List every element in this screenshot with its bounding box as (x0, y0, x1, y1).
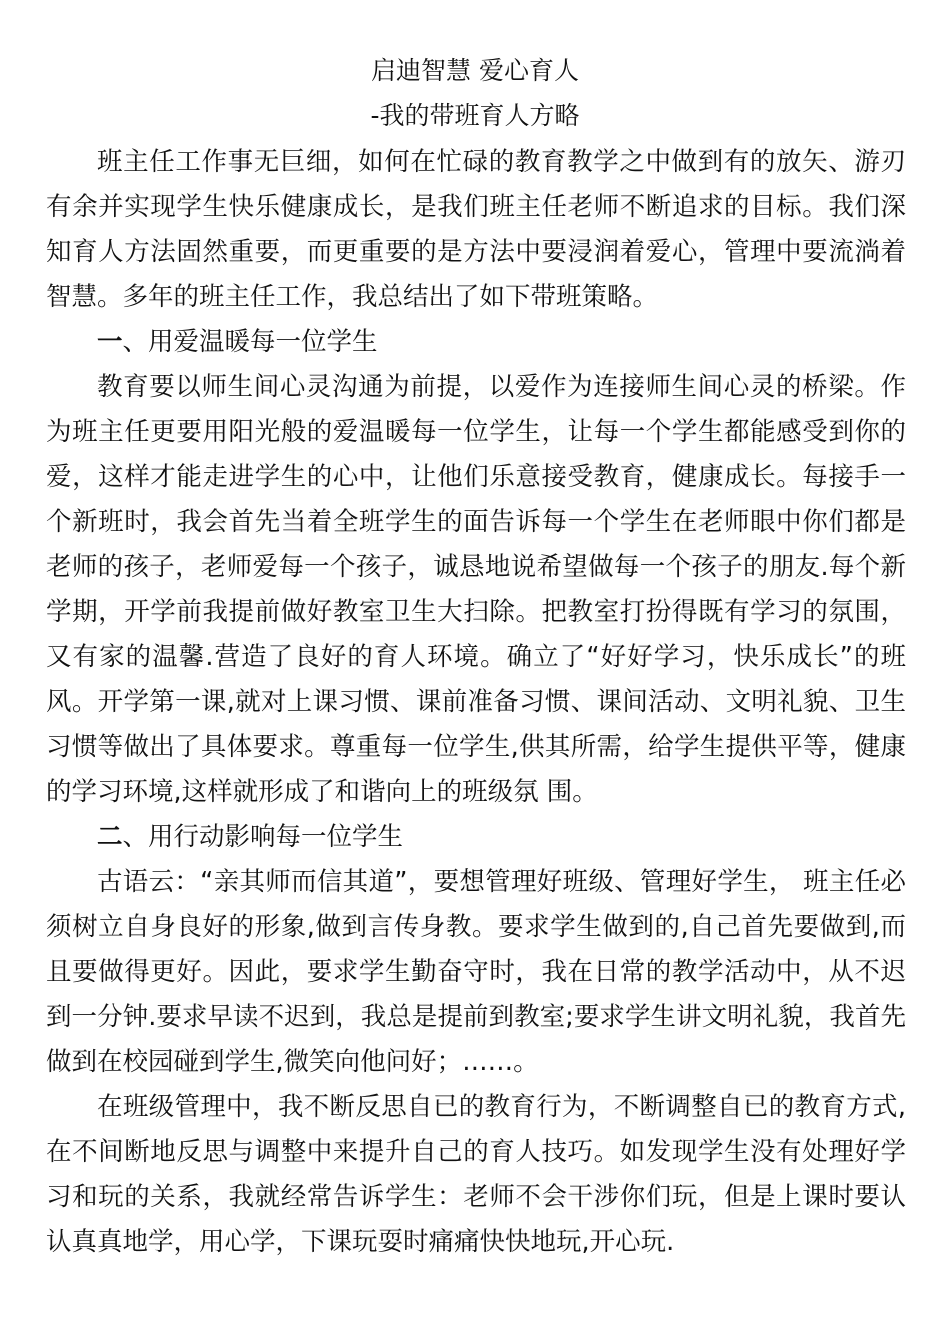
section-heading-text-1: 、用爱温暖每一位学生 (122, 327, 378, 357)
document-body (46, 140, 906, 1265)
document-subtitle: -我的带班育人方略 (370, 101, 580, 130)
section-heading-2 (46, 815, 906, 860)
intro-paragraph: 班主任工作事无巨细，如何在忙碌的教育教学之中做到有的放矢、游刃有余并实现学生快乐健康成长，是我们班主任老师不断追求的目标。我们深知育人方法固然重要，而更重要的是方法中要浸润着爱心，管理中要流淌着智慧。多年的班主任工作，我总结出了如下带班策略。 (46, 147, 906, 312)
section-heading-text-2: 、用行动影响每一位学生 (122, 822, 404, 852)
section1-paragraph: 教育要以师生间心灵沟通为前提，以爱作为连接师生间心灵的桥梁。作为班主任更要用阳光般的爱温暖每一位学生，让每一个学生都能感受到你的爱，这样才能走进学生的心中，让他们乐意接受教育，健康成长。每接手一个新班时，我会首先当着全班学生的面告诉每一个学生在老师眼中你们都是老师的孩子，老师爱每一个孩子，诚恳地说希望做每一个孩子的朋友.每个新学期，开学前我提前做好教室卫生大扫除。把教室打扮得既有学习的氛围，又有家的温馨.营造了良好的育人环境。确立了“好好学习，快乐成长”的班风。开学第一课,就对上课习惯、课前准备习惯、课间活动、文明礼貌、卫生习惯等做出了具体要求。尊重每一位学生,供其所需，给学生提供平等，健康的学习环境,这样就形成了和谐向上的班级氛 围。 (46, 372, 906, 807)
document-title: 启迪智慧 爱心育人 (371, 56, 579, 85)
section2-paragraph-1: 古语云：“亲其师而信其道”，要想管理好班级、管理好学生， 班主任必须树立自身良好的形象,做到言传身教。要求学生做到的,自己首先要做到,而且要做得更好。因此，要求学生勤奋守时，我在日常的教学活动中，从不迟到一分钟.要求早读不迟到，我总是提前到教室;要求学生讲文明礼貌，我首先做到在校园碰到学生,微笑向他问好；……。 (46, 867, 906, 1077)
section-heading-1 (46, 320, 906, 365)
section-number-2: 二 (97, 822, 123, 852)
section2-paragraph-2: 在班级管理中，我不断反思自已的教育行为，不断调整自已的教育方式,在不间断地反思与调整中来提升自己的育人技巧。如发现学生没有处理好学习和玩的关系，我就经常告诉学生：老师不会干涉你们玩，但是上课时要认认真真地学，用心学，下课玩耍时痛痛快快地玩,开心玩. (46, 1092, 906, 1257)
section-number-1: 一 (97, 327, 123, 357)
